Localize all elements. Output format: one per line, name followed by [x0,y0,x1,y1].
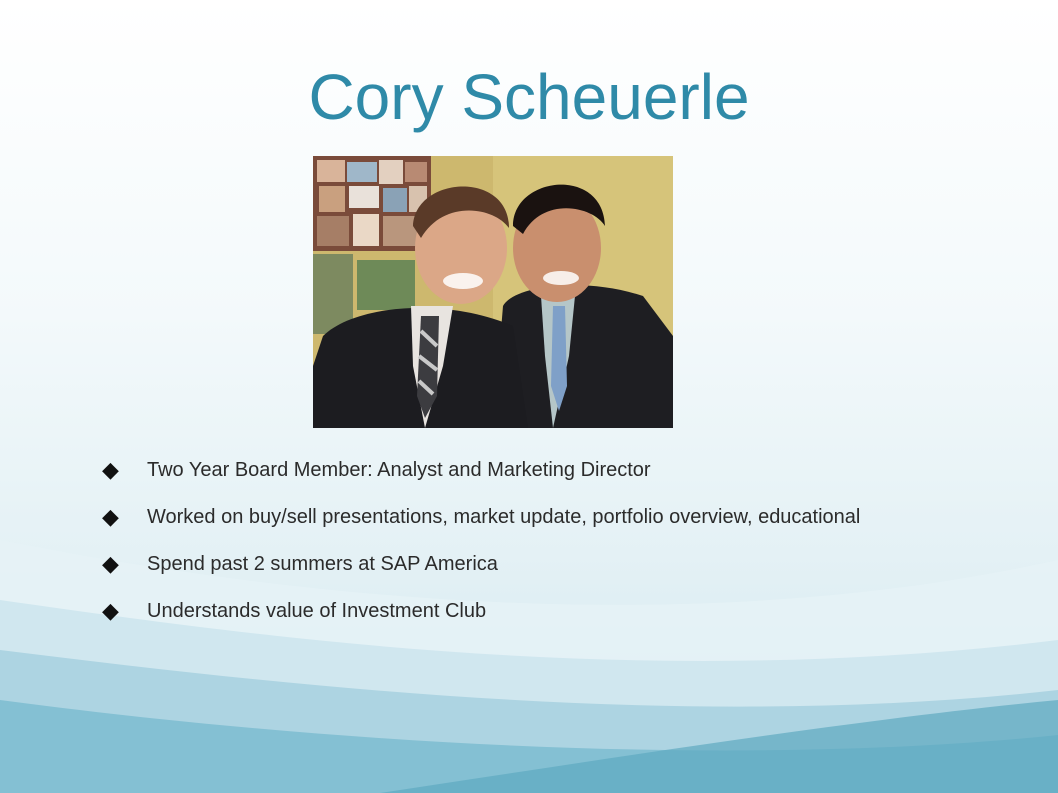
photo-two-people [313,156,673,428]
bullet-list [102,458,922,646]
diamond-icon: ◆ [102,598,119,623]
diamond-icon: ◆ [102,551,119,576]
list-item [102,458,922,482]
list-item [102,505,922,529]
diamond-icon: ◆ [102,457,119,482]
list-item [102,599,922,623]
diamond-icon: ◆ [102,504,119,529]
bullet-text: Spend past 2 summers at SAP America [147,553,498,575]
list-item [102,552,922,576]
bullet-text: Worked on buy/sell presentations, market update, portfolio overview, educational [147,506,861,528]
slide-title: Cory Scheuerle [308,61,750,133]
bullet-text: Understands value of Investment Club [147,600,487,622]
bullet-text: Two Year Board Member: Analyst and Marketing Director [147,459,651,481]
